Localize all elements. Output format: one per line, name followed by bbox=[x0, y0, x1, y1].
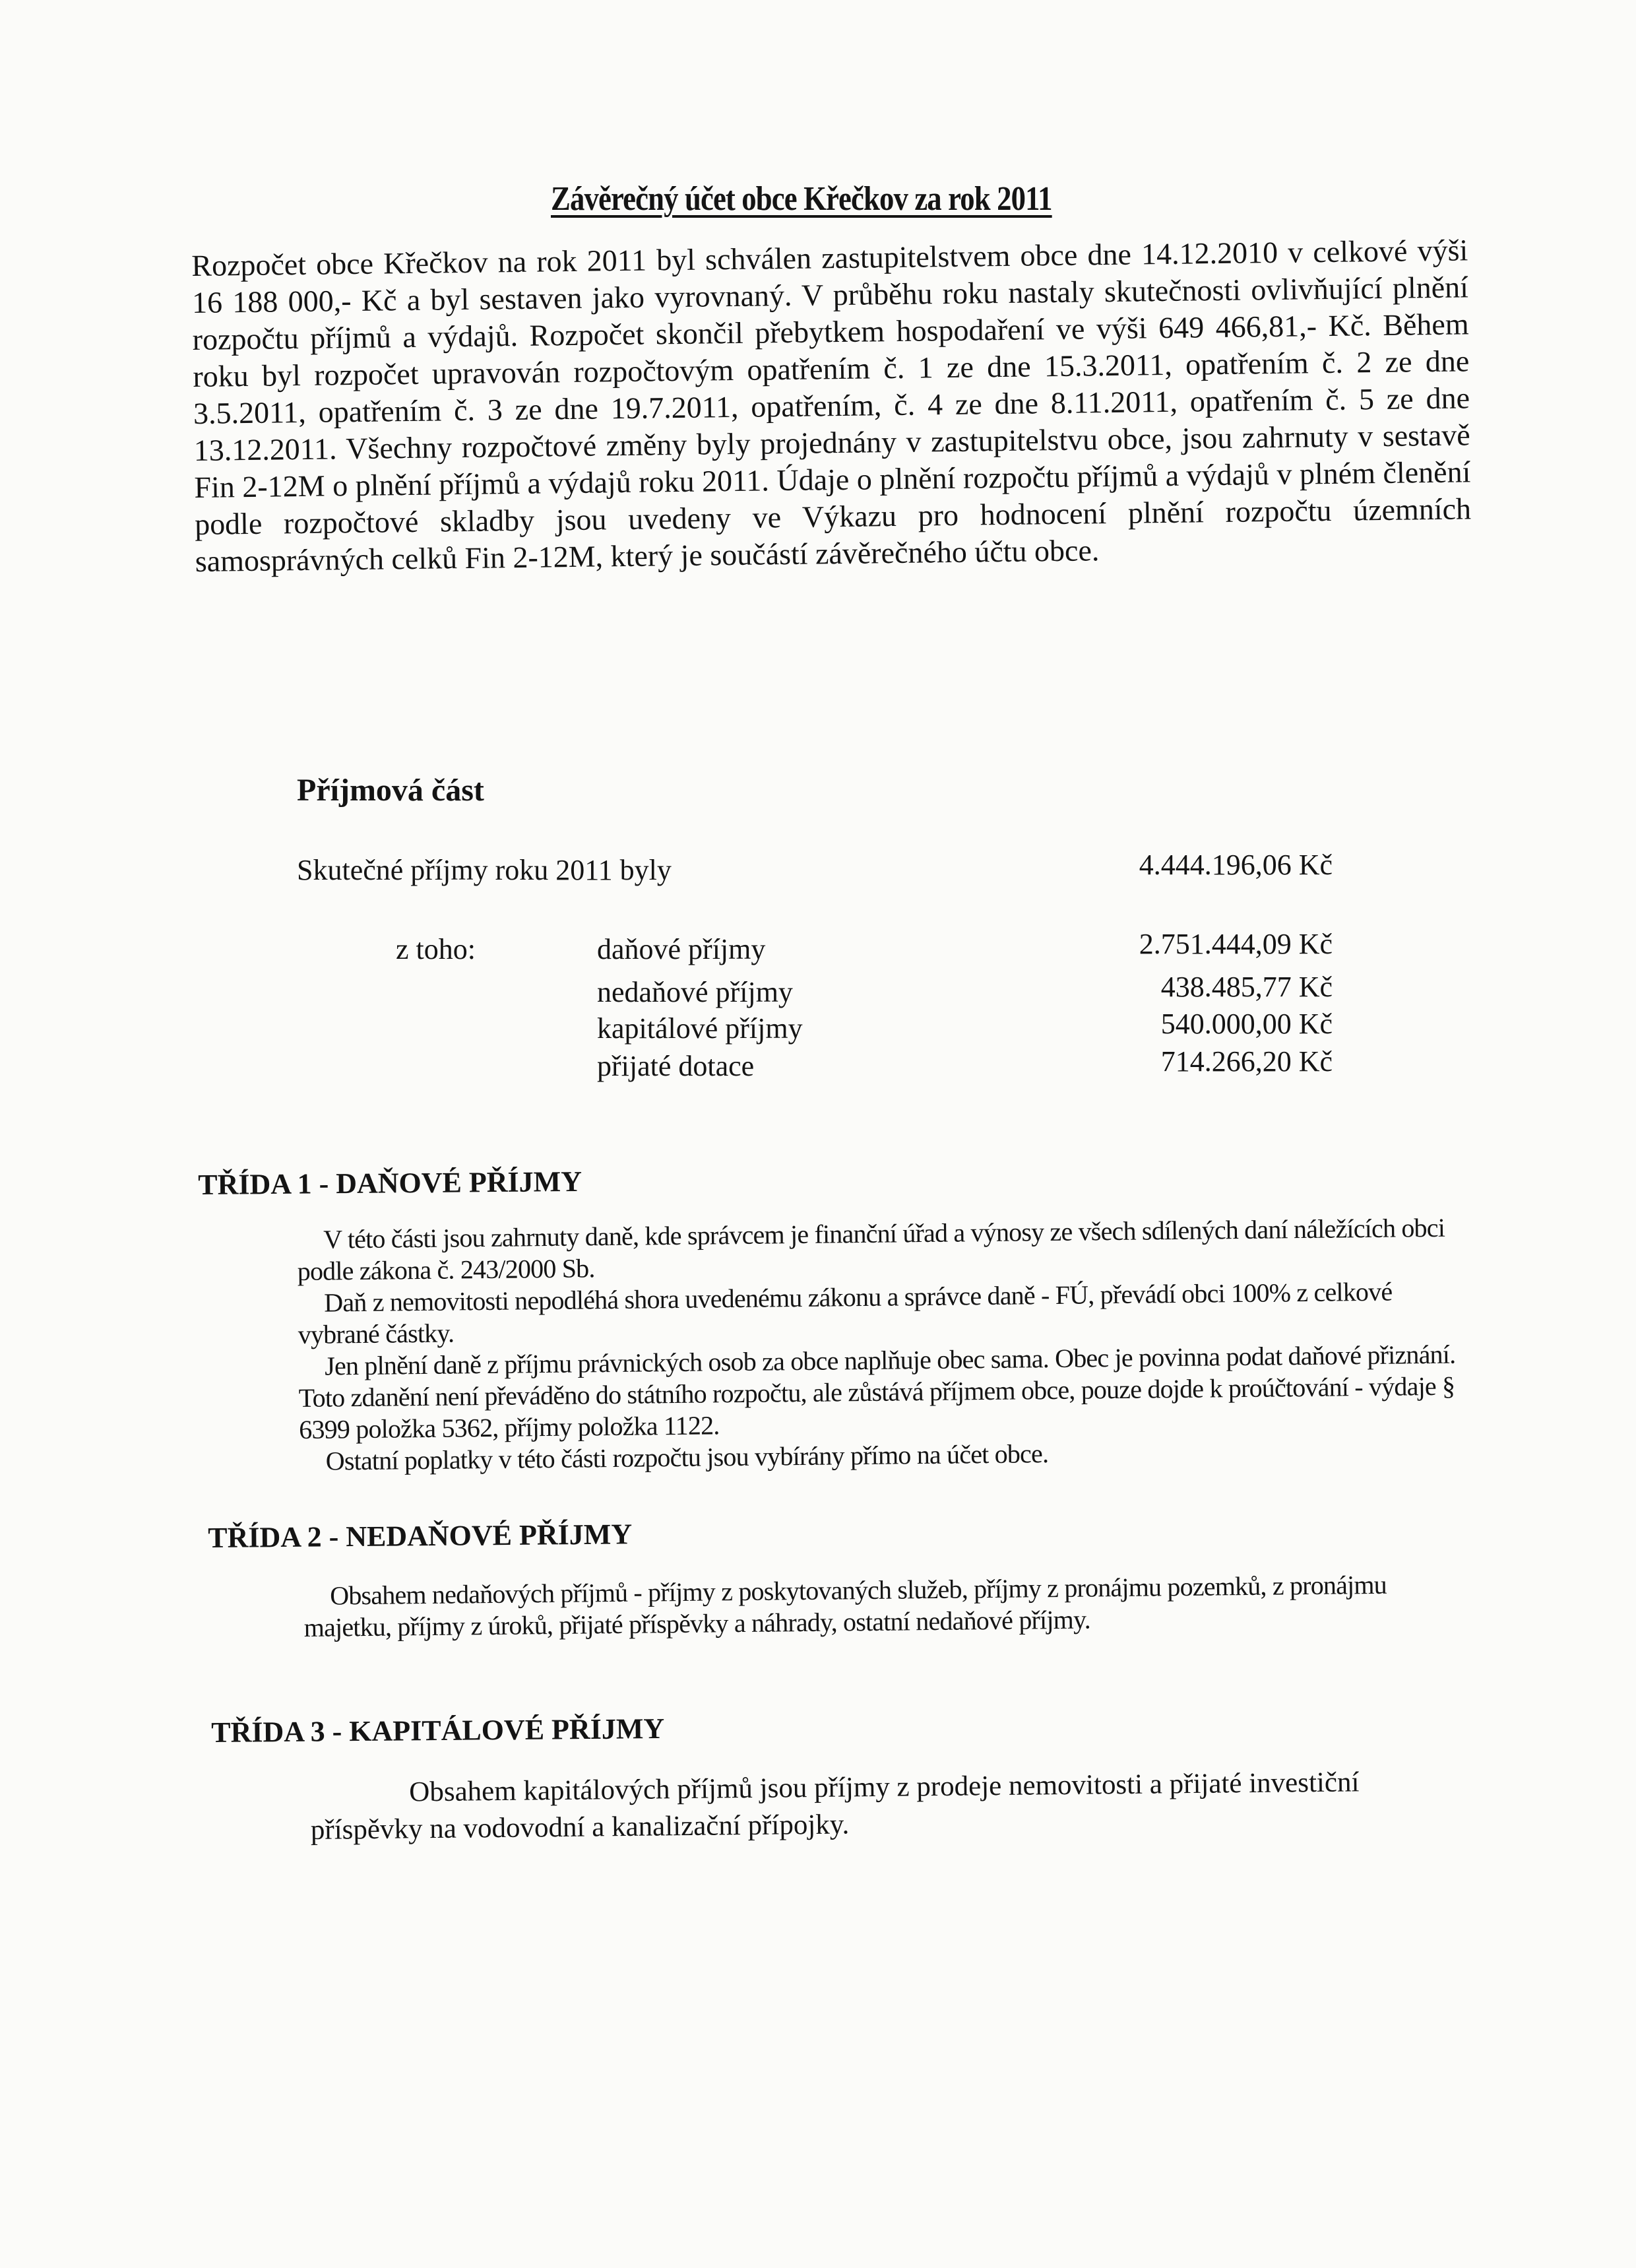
income-item-label: kapitálové příjmy bbox=[597, 1012, 803, 1045]
income-total-value: 4.444.196,06 Kč bbox=[1139, 849, 1333, 881]
income-item-value: 2.751.444,09 Kč bbox=[1139, 928, 1333, 960]
class-3-text bbox=[310, 1764, 1406, 1849]
class-1-paragraph: Daň z nemovitosti nepodléhá shora uvedenému zákonu a správce daně - FÚ, převádí obci 100% z celkové vybrané částky. bbox=[298, 1276, 1393, 1349]
income-item-label: nedaňové příjmy bbox=[597, 976, 793, 1008]
class-3-heading: TŘÍDA 3 - KAPITÁLOVÉ PŘÍJMY bbox=[211, 1712, 665, 1749]
intro-section bbox=[191, 232, 1472, 580]
document-title: Závěrečný účet obce Křečkov za rok 2011 bbox=[551, 180, 1052, 218]
class-1-text bbox=[297, 1212, 1461, 1477]
of-which-label: z toho: bbox=[396, 933, 476, 965]
class-2-text bbox=[303, 1569, 1465, 1644]
income-item-value: 714.266,20 Kč bbox=[1160, 1045, 1333, 1078]
class-3-paragraph: Obsahem kapitálových příjmů jsou příjmy z prodeje nemovitosti a přijaté investiční příspěvky na vodovodní a kanalizační přípojky. bbox=[310, 1766, 1360, 1846]
income-heading: Příjmová část bbox=[297, 773, 484, 808]
class-2-paragraph: Obsahem nedaňových příjmů - příjmy z poskytovaných služeb, příjmy z pronájmu pozemků, z pronájmu majetku, příjmy z úroků, přijaté příspěvky a náhrady, ostatní nedaňové příjmy. bbox=[303, 1569, 1387, 1642]
intro-paragraph: Rozpočet obce Křečkov na rok 2011 byl schválen zastupitelstvem obce dne 14.12.2010 v celkové výši 16 188 000,- Kč a byl sestaven jako vyrovnaný. V průběhu roku nastaly skutečnosti ovlivňující plnění rozpočtu příjmů a výdajů. Rozpočet skončil přebytkem hospodaření ve výši 649 466,81,- Kč. Během roku byl rozpočet upravován rozpočtovým opatřením č. 1 ze dne 15.3.2011, opatřením č. 2 ze dne 3.5.2011, opatřením č. 3 ze dne 19.7.2011, opatřením, č. 4 ze dne 8.11.2011, opatřením č. 5 ze dne 13.12.2011. Všechny rozpočtové změny byly projednány v zastupitelstvu obce, jsou zahrnuty v sestavě Fin 2-12M o plnění příjmů a výdajů roku 2011. Údaje o plnění rozpočtu příjmů a výdajů v plném členění podle rozpočtové skladby jsou uvedeny ve Výkazu pro hodnocení plnění rozpočtu územních samosprávných celků Fin 2-12M, který je součástí závěrečného účtu obce. bbox=[191, 233, 1472, 578]
income-item-label: přijaté dotace bbox=[597, 1050, 755, 1082]
income-item-value: 540.000,00 Kč bbox=[1160, 1008, 1333, 1040]
class-1-paragraph: Jen plnění daně z příjmu právnických osob za obce naplňuje obec sama. Obec je povinna podat daňové přiznání. Toto zdanění není převáděno do státního rozpočtu, ale zůstává příjmem obce, pouze dojde k proúčtování - výdaje § 6399 položka 5362, příjmy položka 1122. bbox=[298, 1339, 1456, 1444]
class-1-heading: TŘÍDA 1 - DAŇOVÉ PŘÍJMY bbox=[198, 1165, 582, 1201]
income-item-value: 438.485,77 Kč bbox=[1160, 971, 1333, 1003]
income-item-label: daňové příjmy bbox=[597, 933, 766, 965]
class-2-heading: TŘÍDA 2 - NEDAŇOVÉ PŘÍJMY bbox=[208, 1518, 633, 1554]
class-1-paragraph: Ostatní poplatky v této části rozpočtu jsou vybírány přímo na účet obce. bbox=[325, 1439, 1049, 1476]
class-1-paragraph: V této části jsou zahrnuty daně, kde správcem je finanční úřad a výnosy ze všech sdílených daní náležících obci podle zákona č. 243/2000 Sb. bbox=[297, 1212, 1445, 1286]
income-total-label: Skutečné příjmy roku 2011 byly bbox=[297, 854, 672, 886]
